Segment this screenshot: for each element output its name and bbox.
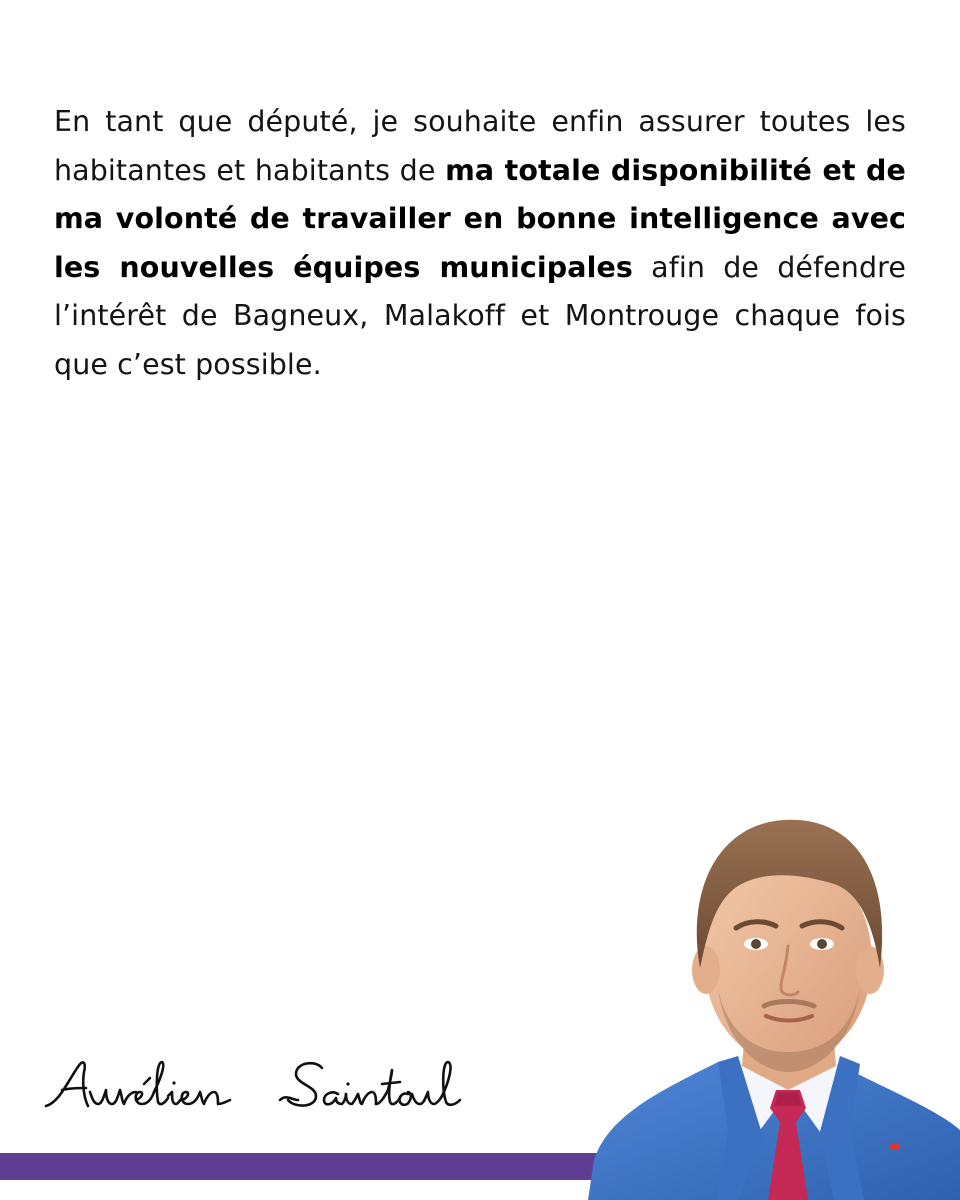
portrait-photo (588, 800, 960, 1200)
statement-paragraph (54, 98, 906, 389)
accent-bar (0, 1153, 660, 1180)
statement-intro: En tant que député, je souhaite enfin assurer toutes les habitantes et habitants de (54, 105, 906, 187)
statement-emphasis: ma totale disponibilité et de ma volonté de travailler en bonne intelligence avec les nouvelles équipes municipales (54, 153, 906, 284)
handwritten-signature (40, 1050, 500, 1120)
statement-outro: afin de défendre l’intérêt de Bagneux, Malakoff et Montrouge chaque fois que c’est possible. (54, 250, 906, 381)
